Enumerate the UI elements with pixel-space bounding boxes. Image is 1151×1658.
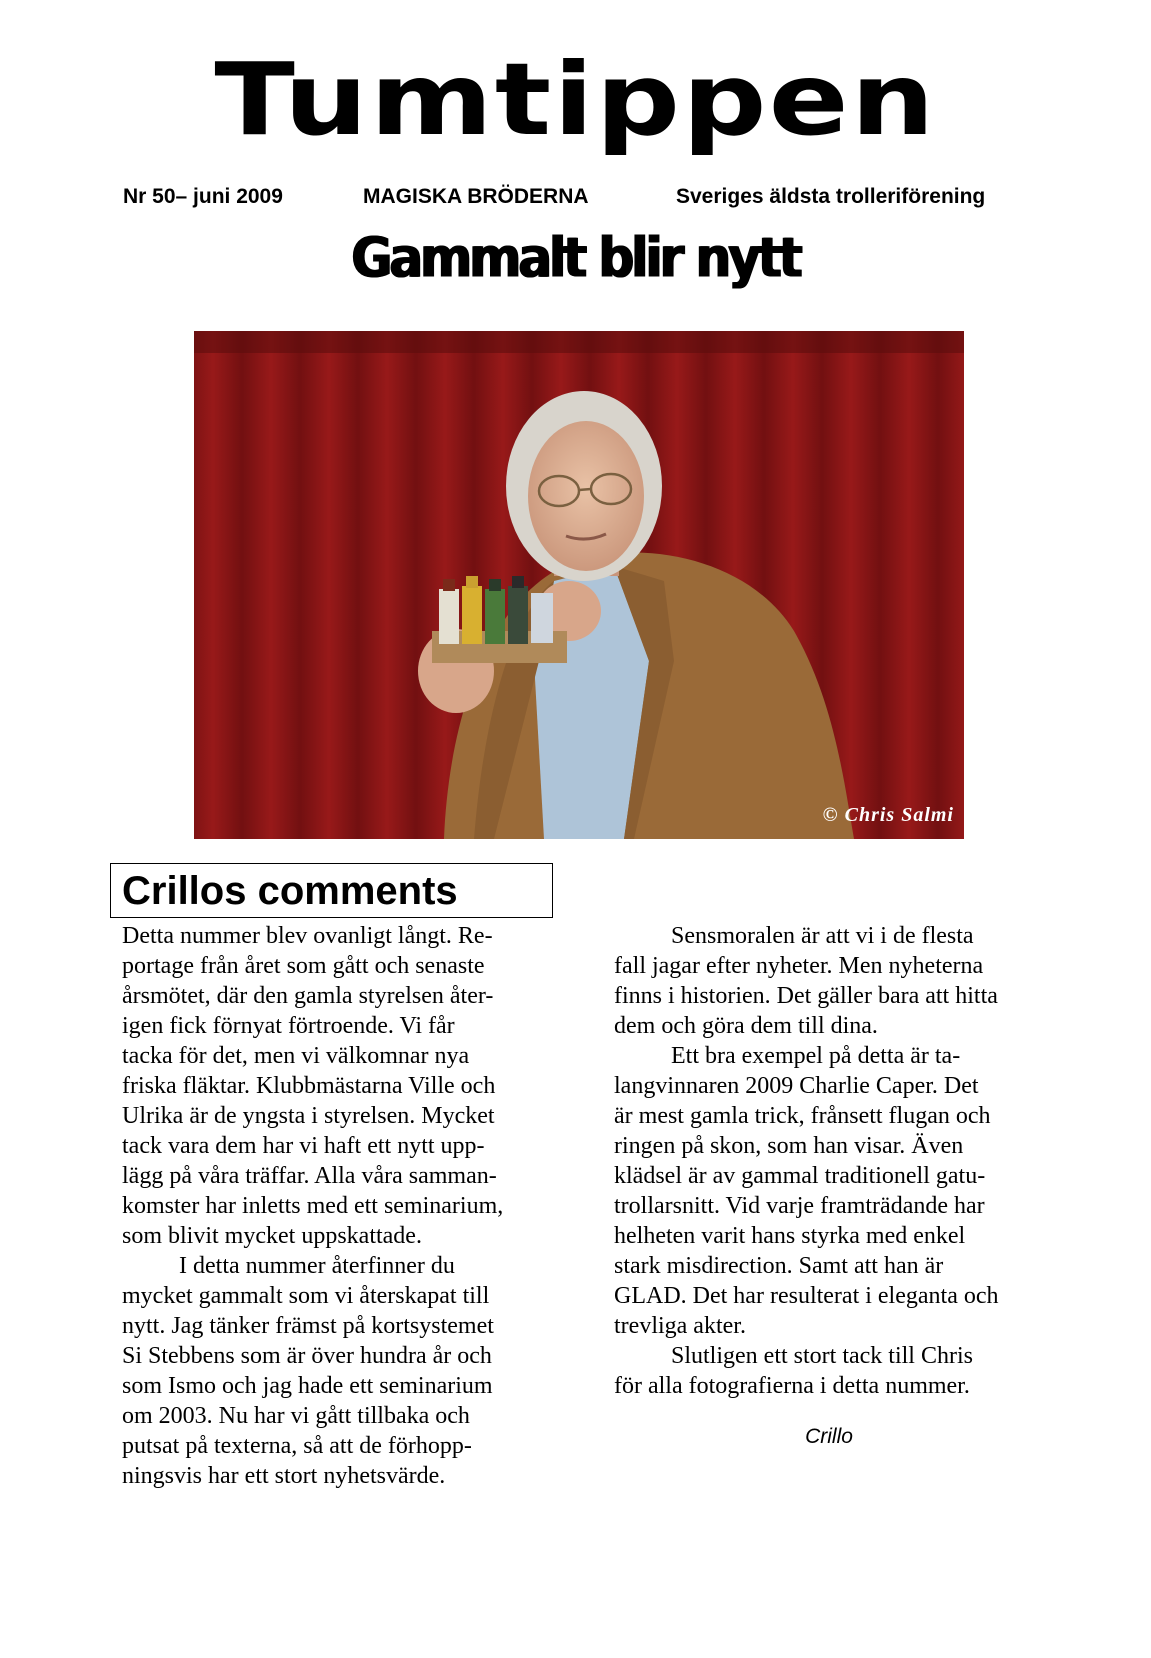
text-line: tacka för det, men vi välkomnar nya	[122, 1043, 470, 1069]
text-line: trevliga akter.	[614, 1313, 746, 1339]
text-line: nytt. Jag tänker främst på kortsystemet	[122, 1313, 494, 1339]
text-line: Sensmoralen är att vi i de flesta	[671, 923, 974, 949]
text-line: Detta nummer blev ovanligt långt. Re-	[122, 923, 493, 949]
text-line: ningsvis har ett stort nyhetsvärde.	[122, 1463, 446, 1489]
curtain-fold	[242, 331, 300, 839]
article-column-1	[122, 921, 542, 1491]
text-line: som Ismo och jag hade ett seminarium	[122, 1373, 493, 1399]
curtain-fold	[938, 331, 964, 839]
newsletter-title: Tumtippen	[214, 40, 937, 158]
club-name: MAGISKA BRÖDERNA	[363, 185, 589, 208]
text-line: Slutligen ett stort tack till Chris	[671, 1343, 973, 1369]
photo-credit: © Chris Salmi	[822, 804, 954, 826]
issue-subtitle: Gammalt blir nytt	[351, 226, 800, 290]
text-line: igen fick förnyat förtroende. Vi får	[122, 1013, 455, 1039]
text-line: fall jagar efter nyheter. Men nyheterna	[614, 953, 984, 979]
text-line: komster har inletts med ett seminarium,	[122, 1193, 504, 1219]
text-line: GLAD. Det har resulterat i eleganta och	[614, 1283, 999, 1309]
text-line: langvinnaren 2009 Charlie Caper. Det	[614, 1073, 979, 1099]
text-line: klädsel är av gammal traditionell gatu-	[614, 1163, 986, 1189]
curtain-fold	[194, 331, 242, 839]
curtain-fold	[880, 331, 938, 839]
text-line: om 2003. Nu har vi gått tillbaka och	[122, 1403, 470, 1429]
cover-photo	[194, 331, 964, 839]
text-line: Ett bra exempel på detta är ta-	[671, 1043, 961, 1069]
text-line: finns i historien. Det gäller bara att hitta	[614, 983, 998, 1009]
curtain-fold	[358, 331, 416, 839]
text-line: Ulrika är de yngsta i styrelsen. Mycket	[122, 1103, 495, 1129]
text-line: helheten varit hans styrka med enkel	[614, 1223, 966, 1249]
text-line: mycket gammalt som vi återskapat till	[122, 1283, 490, 1309]
text-line: årsmötet, där den gamla styrelsen åter-	[122, 983, 494, 1009]
text-line: I detta nummer återfinner du	[179, 1253, 455, 1279]
article-heading: Crillos comments	[110, 863, 553, 918]
club-tagline: Sveriges äldsta trolleriförening	[676, 185, 986, 208]
text-line: trollarsnitt. Vid varje framträdande har	[614, 1193, 985, 1219]
text-line: portage från året som gått och senaste	[122, 953, 485, 979]
curtain-fold	[300, 331, 358, 839]
text-line: stark misdirection. Samt att han är	[614, 1253, 944, 1279]
article-signature: Crillo	[805, 1425, 853, 1448]
text-line: putsat på texterna, så att de förhopp-	[122, 1433, 472, 1459]
text-line: för alla fotografierna i detta nummer.	[614, 1373, 970, 1399]
text-line: som blivit mycket uppskattade.	[122, 1223, 422, 1249]
magician-photo-illustration	[194, 331, 964, 839]
text-line: dem och göra dem till dina.	[614, 1013, 878, 1039]
text-line: friska fläktar. Klubbmästarna Ville och	[122, 1073, 496, 1099]
article-column-2	[614, 921, 1044, 1401]
text-line: tack vara dem har vi haft ett nytt upp-	[122, 1133, 485, 1159]
text-line: lägg på våra träffar. Alla våra samman-	[122, 1163, 497, 1189]
face	[528, 421, 644, 571]
text-line: ringen på skon, som han visar. Även	[614, 1133, 964, 1159]
text-line: Si Stebbens som är över hundra år och	[122, 1343, 492, 1369]
issue-number: Nr 50– juni 2009	[123, 185, 283, 208]
text-line: är mest gamla trick, frånsett flugan och	[614, 1103, 991, 1129]
